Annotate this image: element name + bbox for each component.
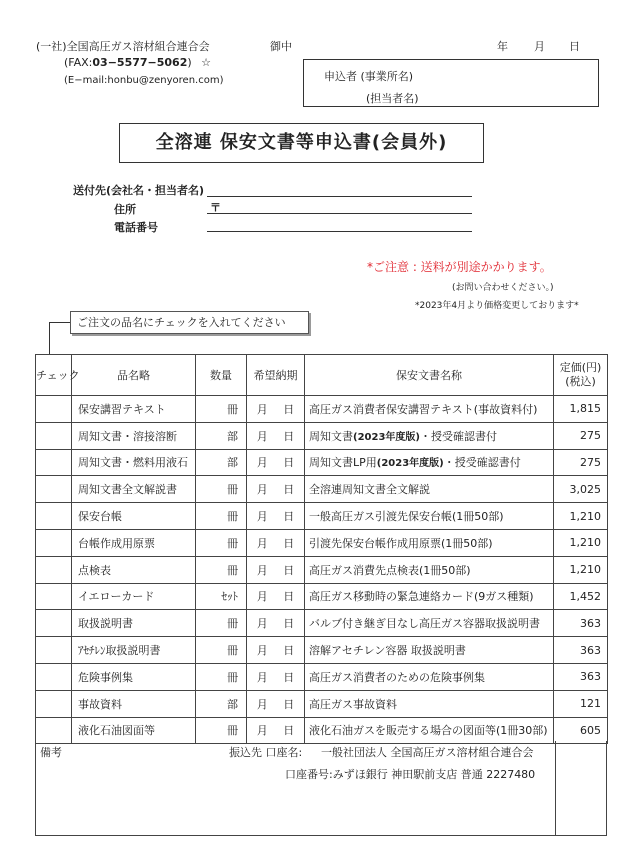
price-change-note: *2023年4月より価格変更しております* xyxy=(415,301,579,311)
applicant-box xyxy=(303,59,599,107)
row-name: ｱｾﾁﾚﾝ取扱説明書 xyxy=(72,637,196,664)
row-date-cell[interactable] xyxy=(247,503,305,530)
row-qty-unit[interactable]: 冊 xyxy=(196,717,247,744)
header-price-line1: 定価(円) xyxy=(559,361,602,374)
header-qty: 数量 xyxy=(196,355,247,396)
row-date-cell[interactable] xyxy=(247,529,305,556)
row-check-cell[interactable] xyxy=(36,690,72,717)
row-doc xyxy=(305,503,554,530)
fax-line xyxy=(64,56,211,69)
star-icon: ☆ xyxy=(201,56,212,69)
table-row xyxy=(36,583,608,610)
row-day-label: 日 xyxy=(283,483,295,497)
row-check-cell[interactable] xyxy=(36,476,72,503)
row-day-label: 日 xyxy=(283,697,295,711)
row-doc xyxy=(305,449,554,476)
row-month-label: 月 xyxy=(256,697,268,711)
delivery-dest-line[interactable] xyxy=(207,196,472,197)
row-name: 周知文書・溶接溶断 xyxy=(72,422,196,449)
row-qty-unit[interactable]: ｾｯﾄ xyxy=(196,583,247,610)
row-doc xyxy=(305,396,554,423)
row-day-label: 日 xyxy=(283,456,295,470)
row-name: イエローカード xyxy=(72,583,196,610)
row-doc-text: 全溶連周知文書全文解説 xyxy=(309,483,430,497)
row-qty-unit[interactable]: 冊 xyxy=(196,556,247,583)
row-doc-text: 高圧ガス消費者のための危険事例集 xyxy=(309,670,485,684)
row-doc-tail: ・授受確認書付 xyxy=(443,456,521,470)
row-price: 121 xyxy=(554,690,608,717)
row-price: 1,815 xyxy=(554,396,608,423)
table-row xyxy=(36,396,608,423)
table-row xyxy=(36,637,608,664)
row-doc xyxy=(305,476,554,503)
date-month-label: 月 xyxy=(534,40,545,53)
callout-pointer-v xyxy=(49,322,50,354)
row-date-cell[interactable] xyxy=(247,610,305,637)
row-qty-unit[interactable]: 冊 xyxy=(196,663,247,690)
bank-account-number: 口座番号:みずほ銀行 神田駅前支店 普通 2227480 xyxy=(285,768,536,781)
row-name: 液化石油図面等 xyxy=(72,717,196,744)
order-table xyxy=(35,354,608,744)
row-name: 危険事例集 xyxy=(72,663,196,690)
header-check: チェック xyxy=(36,355,72,396)
row-check-cell[interactable] xyxy=(36,529,72,556)
row-doc xyxy=(305,529,554,556)
fax-number: 03−5577−5062 xyxy=(92,56,188,69)
remarks-label: 備考 xyxy=(40,746,62,759)
row-doc-text: 周知文書 xyxy=(309,429,353,443)
table-row xyxy=(36,610,608,637)
table-row xyxy=(36,503,608,530)
header-doc: 保安文書名称 xyxy=(305,355,554,396)
row-doc-text: 溶解アセチレン容器 取扱説明書 xyxy=(309,644,466,658)
row-date-cell[interactable] xyxy=(247,396,305,423)
row-date-cell[interactable] xyxy=(247,476,305,503)
row-check-cell[interactable] xyxy=(36,422,72,449)
row-qty-unit[interactable]: 冊 xyxy=(196,396,247,423)
row-month-label: 月 xyxy=(256,590,268,604)
table-row xyxy=(36,529,608,556)
remarks-divider xyxy=(555,741,556,836)
row-date-cell[interactable] xyxy=(247,556,305,583)
page-title: 全溶連 保安文書等申込書(会員外) xyxy=(155,132,448,153)
postal-mark: 〒 xyxy=(210,201,221,214)
row-check-cell[interactable] xyxy=(36,449,72,476)
row-name: 周知文書全文解説書 xyxy=(72,476,196,503)
date-day-label: 日 xyxy=(569,40,580,53)
row-price: 275 xyxy=(554,449,608,476)
row-date-cell[interactable] xyxy=(247,717,305,744)
row-doc-bold: (2023年度版) xyxy=(376,458,444,470)
table-row xyxy=(36,690,608,717)
row-date-cell[interactable] xyxy=(247,637,305,664)
row-qty-unit[interactable]: 冊 xyxy=(196,503,247,530)
row-name: 事故資料 xyxy=(72,690,196,717)
row-doc xyxy=(305,717,554,744)
fax-close: ) xyxy=(187,56,192,69)
row-day-label: 日 xyxy=(283,402,295,416)
row-day-label: 日 xyxy=(283,617,295,631)
row-price: 363 xyxy=(554,637,608,664)
address-label: 住所 xyxy=(114,203,136,216)
row-check-cell[interactable] xyxy=(36,396,72,423)
header-price xyxy=(554,355,608,396)
table-row xyxy=(36,556,608,583)
row-month-label: 月 xyxy=(256,617,268,631)
row-qty-unit[interactable]: 冊 xyxy=(196,529,247,556)
header-price-line2: (税込) xyxy=(565,375,596,388)
date-year-label: 年 xyxy=(497,40,508,53)
row-name: 点検表 xyxy=(72,556,196,583)
row-check-cell[interactable] xyxy=(36,556,72,583)
header-date: 希望納期 xyxy=(247,355,305,396)
row-check-cell[interactable] xyxy=(36,637,72,664)
row-doc-text: バルブ付き継ぎ目なし高圧ガス容器取扱説明書 xyxy=(309,617,540,631)
email-line: (E−mail:honbu@zenyoren.com) xyxy=(64,75,224,86)
bank-account-name: 一般社団法人 全国高圧ガス溶材組合連合会 xyxy=(321,746,534,759)
fax-label: (FAX: xyxy=(64,56,93,69)
recipient-org: (一社)全国高圧ガス溶材組合連合会 xyxy=(36,40,210,53)
delivery-dest-label: 送付先(会社名・担当者名) xyxy=(73,184,205,197)
phone-label: 電話番号 xyxy=(114,221,158,234)
honorific: 御中 xyxy=(270,40,292,53)
row-month-label: 月 xyxy=(256,483,268,497)
row-month-label: 月 xyxy=(256,536,268,550)
row-day-label: 日 xyxy=(283,563,295,577)
row-doc-text: 高圧ガス事故資料 xyxy=(309,697,397,711)
table-header-row xyxy=(36,355,608,396)
row-date-cell[interactable] xyxy=(247,690,305,717)
table-row xyxy=(36,476,608,503)
row-check-cell[interactable] xyxy=(36,610,72,637)
row-qty-unit[interactable]: 冊 xyxy=(196,637,247,664)
row-doc-tail: ・授受確認書付 xyxy=(419,429,497,443)
row-doc xyxy=(305,556,554,583)
row-price: 275 xyxy=(554,422,608,449)
table-row xyxy=(36,422,608,449)
row-day-label: 日 xyxy=(283,644,295,658)
row-check-cell[interactable] xyxy=(36,717,72,744)
row-date-cell[interactable] xyxy=(247,663,305,690)
phone-line[interactable] xyxy=(207,231,472,232)
row-qty-unit[interactable]: 部 xyxy=(196,422,247,449)
row-month-label: 月 xyxy=(256,563,268,577)
row-doc-text: 高圧ガス消費者保安講習テキスト(事故資料付) xyxy=(309,402,538,416)
row-price: 1,210 xyxy=(554,556,608,583)
row-doc xyxy=(305,690,554,717)
row-month-label: 月 xyxy=(256,510,268,524)
row-day-label: 日 xyxy=(283,724,295,738)
row-name: 保安台帳 xyxy=(72,503,196,530)
row-check-cell[interactable] xyxy=(36,503,72,530)
row-qty-unit[interactable]: 冊 xyxy=(196,476,247,503)
row-doc xyxy=(305,422,554,449)
check-instruction-callout xyxy=(70,311,309,334)
row-name: 周知文書・燃料用液石 xyxy=(72,449,196,476)
row-month-label: 月 xyxy=(256,644,268,658)
row-doc-text: 高圧ガス消費先点検表(1冊50部) xyxy=(309,563,471,577)
row-month-label: 月 xyxy=(256,402,268,416)
callout-pointer-h xyxy=(49,322,70,323)
row-price: 363 xyxy=(554,663,608,690)
table-row xyxy=(36,663,608,690)
row-doc-text: 高圧ガス移動時の緊急連絡カード(9ガス種類) xyxy=(309,590,534,604)
applicant-company-label: 申込者 (事業所名) xyxy=(324,70,414,83)
row-doc xyxy=(305,610,554,637)
row-qty-unit[interactable]: 冊 xyxy=(196,610,247,637)
title-box xyxy=(119,123,484,163)
row-month-label: 月 xyxy=(256,724,268,738)
bank-prefix: 振込先 口座名: xyxy=(229,746,303,759)
row-price: 363 xyxy=(554,610,608,637)
row-doc-text: 一般高圧ガス引渡先保安台帳(1冊50部) xyxy=(309,510,504,524)
row-month-label: 月 xyxy=(256,429,268,443)
row-qty-unit[interactable]: 部 xyxy=(196,690,247,717)
row-name: 取扱説明書 xyxy=(72,610,196,637)
row-day-label: 日 xyxy=(283,536,295,550)
row-price: 605 xyxy=(554,717,608,744)
row-day-label: 日 xyxy=(283,670,295,684)
row-doc-text: 液化石油ガスを販売する場合の図面等(1冊30部) xyxy=(309,724,548,738)
row-name: 保安講習テキスト xyxy=(72,396,196,423)
row-date-cell[interactable] xyxy=(247,583,305,610)
row-qty-unit[interactable]: 部 xyxy=(196,449,247,476)
row-day-label: 日 xyxy=(283,429,295,443)
row-check-cell[interactable] xyxy=(36,583,72,610)
row-price: 3,025 xyxy=(554,476,608,503)
address-line[interactable] xyxy=(207,213,472,214)
row-price: 1,452 xyxy=(554,583,608,610)
row-check-cell[interactable] xyxy=(36,663,72,690)
row-doc-text: 周知文書LP用 xyxy=(309,456,377,470)
row-doc xyxy=(305,583,554,610)
shipping-caution: *ご注意 : 送料が別途かかります。 xyxy=(367,260,552,274)
row-price: 1,210 xyxy=(554,529,608,556)
header-name: 品名略 xyxy=(72,355,196,396)
row-doc xyxy=(305,663,554,690)
row-day-label: 日 xyxy=(283,590,295,604)
table-row xyxy=(36,449,608,476)
row-date-cell[interactable] xyxy=(247,449,305,476)
row-month-label: 月 xyxy=(256,670,268,684)
row-doc xyxy=(305,637,554,664)
row-price: 1,210 xyxy=(554,503,608,530)
callout-text: ご注文の品名にチェックを入れてください xyxy=(77,316,286,329)
row-date-cell[interactable] xyxy=(247,422,305,449)
row-day-label: 日 xyxy=(283,510,295,524)
row-doc-text: 引渡先保安台帳作成用原票(1冊50部) xyxy=(309,536,493,550)
applicant-person-label: (担当者名) xyxy=(366,92,419,105)
row-doc-bold: (2023年度版) xyxy=(353,431,420,443)
row-month-label: 月 xyxy=(256,456,268,470)
inquiry-note: (お問い合わせください。) xyxy=(452,283,554,293)
row-name: 台帳作成用原票 xyxy=(72,529,196,556)
table-row xyxy=(36,717,608,744)
